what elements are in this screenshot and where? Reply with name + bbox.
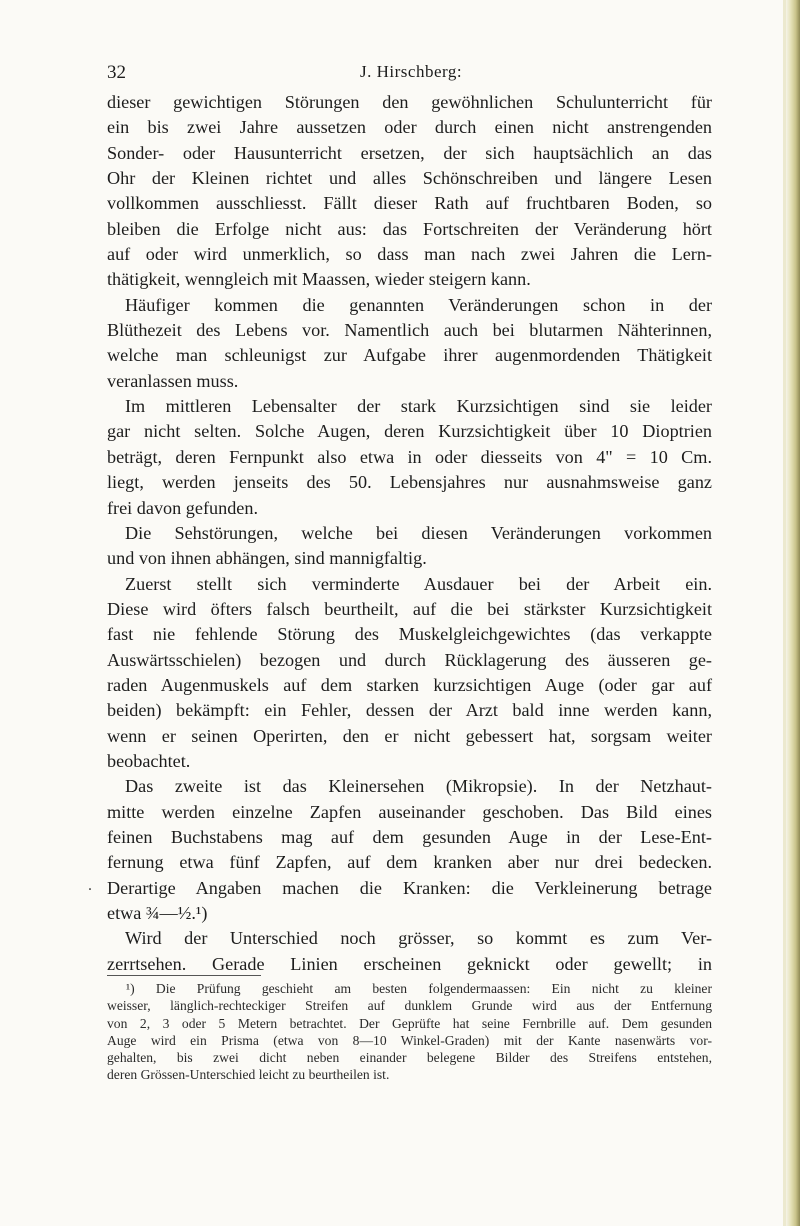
margin-mark: . (88, 877, 92, 894)
text-line: auf oder wird unmerklich, so dass man nach zwei Jahren die Lern- (107, 244, 712, 265)
text-line: Sonder- oder Hausunterricht ersetzen, der sich hauptsächlich an das (107, 142, 712, 163)
text-line: vollkommen ausschliesst. Fällt dieser Rath auf fruchtbaren Boden, so (107, 193, 712, 214)
text-line: wenn er seinen Operirten, den er nicht gebessert hat, sorgsam weiter (107, 725, 712, 746)
text-line: Ohr der Kleinen richtet und alles Schönschreiben und längere Lesen (107, 168, 712, 189)
text-line: gar nicht selten. Solche Augen, deren Kurzsichtigkeit über 10 Dioptrien (107, 421, 712, 442)
text-line: frei davon gefunden. (107, 497, 258, 518)
footnote-rule (107, 975, 261, 976)
text-line: welche man schleunigst zur Aufgabe ihrer augenmordenden Thätigkeit (107, 345, 712, 366)
text-line: beiden) bekämpft: ein Fehler, dessen der Arzt bald inne werden kann, (107, 700, 712, 721)
text-line: beträgt, deren Fernpunkt also etwa in oder diesseits von 4" = 10 Cm. (107, 446, 712, 467)
footnote-line: von 2, 3 oder 5 Metern betrachtet. Der Geprüfte hat seine Fernbrille auf. Dem gesunden (107, 1015, 712, 1031)
text-line: bleiben die Erfolge nicht aus: das Fortschreiten der Veränderung hört (107, 218, 712, 239)
text-line: Im mittleren Lebensalter der stark Kurzsichtigen sind sie leider (125, 396, 712, 417)
text-line: raden Augenmuskels auf dem starken kurzsichtigen Auge (oder gar auf (107, 674, 712, 695)
page-header (107, 62, 707, 86)
text-line: feinen Buchstabens mag auf dem gesunden Auge in der Lese-Ent- (107, 826, 712, 847)
text-line: liegt, werden jenseits des 50. Lebensjahres nur ausnahmsweise ganz (107, 472, 712, 493)
text-line: fast nie fehlende Störung des Muskelgleichgewichtes (das verkappte (107, 624, 712, 645)
text-line: Blüthezeit des Lebens vor. Namentlich auch bei blutarmen Nähterinnen, (107, 320, 712, 341)
text-line: etwa ¾—½.¹) (107, 903, 208, 923)
text-line: Das zweite ist das Kleinersehen (Mikropsie). In der Netzhaut- (125, 776, 712, 797)
text-line: Häufiger kommen die genannten Veränderungen schon in der (125, 294, 712, 315)
footnote-line: Auge wird ein Prisma (etwa von 8—10 Winkel-Graden) mit der Kante nasenwärts vor- (107, 1032, 712, 1048)
footnote-line: gehalten, bis zwei dicht neben einander belegene Bilder des Streifens entstehen, (107, 1050, 712, 1066)
text-line: veranlassen muss. (107, 370, 239, 391)
text-line: fernung etwa fünf Zapfen, auf dem kranken aber nur drei bedecken. (107, 852, 712, 873)
text-line: Auswärtsschielen) bezogen und durch Rücklagerung des äusseren ge- (107, 649, 712, 670)
text-line: Diese wird öfters falsch beurtheilt, auf die bei stärkster Kurzsichtigkeit (107, 598, 712, 619)
text-line: Die Sehstörungen, welche bei diesen Veränderungen vorkommen (125, 522, 712, 543)
text-line: und von ihnen abhängen, sind mannigfaltig. (107, 548, 427, 569)
text-line: beobachtet. (107, 750, 191, 771)
running-head: J. Hirschberg: (360, 62, 463, 81)
page-number: 32 (107, 62, 126, 83)
text-line: Zuerst stellt sich verminderte Ausdauer bei der Arbeit ein. (125, 573, 712, 594)
text-line: dieser gewichtigen Störungen den gewöhnlichen Schulunterricht für (107, 92, 712, 112)
text-line: zerrtsehen. Gerade Linien erscheinen geknickt oder gewellt; in (107, 953, 712, 974)
footnote-line: deren Grössen-Unterschied leicht zu beurtheilen ist. (107, 1067, 390, 1083)
text-line: Wird der Unterschied noch grösser, so kommt es zum Ver- (125, 928, 712, 949)
footnotes (107, 980, 712, 1084)
page-edge (786, 0, 800, 1226)
text-line: Derartige Angaben machen die Kranken: die Verkleinerung betrage (107, 877, 712, 898)
text-line: mitte werden einzelne Zapfen auseinander geschoben. Das Bild eines (107, 801, 712, 822)
footnote-line: ¹) Die Prüfung geschieht am besten folgendermaassen: Ein nicht zu kleiner (126, 981, 712, 996)
text-line: thätigkeit, wenngleich mit Maassen, wieder steigern kann. (107, 269, 531, 290)
body-text (107, 90, 712, 977)
footnote-line: weisser, länglich-rechteckiger Streifen auf dunklem Grunde wird aus der Entfernung (107, 998, 712, 1014)
text-line: ein bis zwei Jahre aussetzen oder durch einen nicht anstrengenden (107, 117, 712, 138)
